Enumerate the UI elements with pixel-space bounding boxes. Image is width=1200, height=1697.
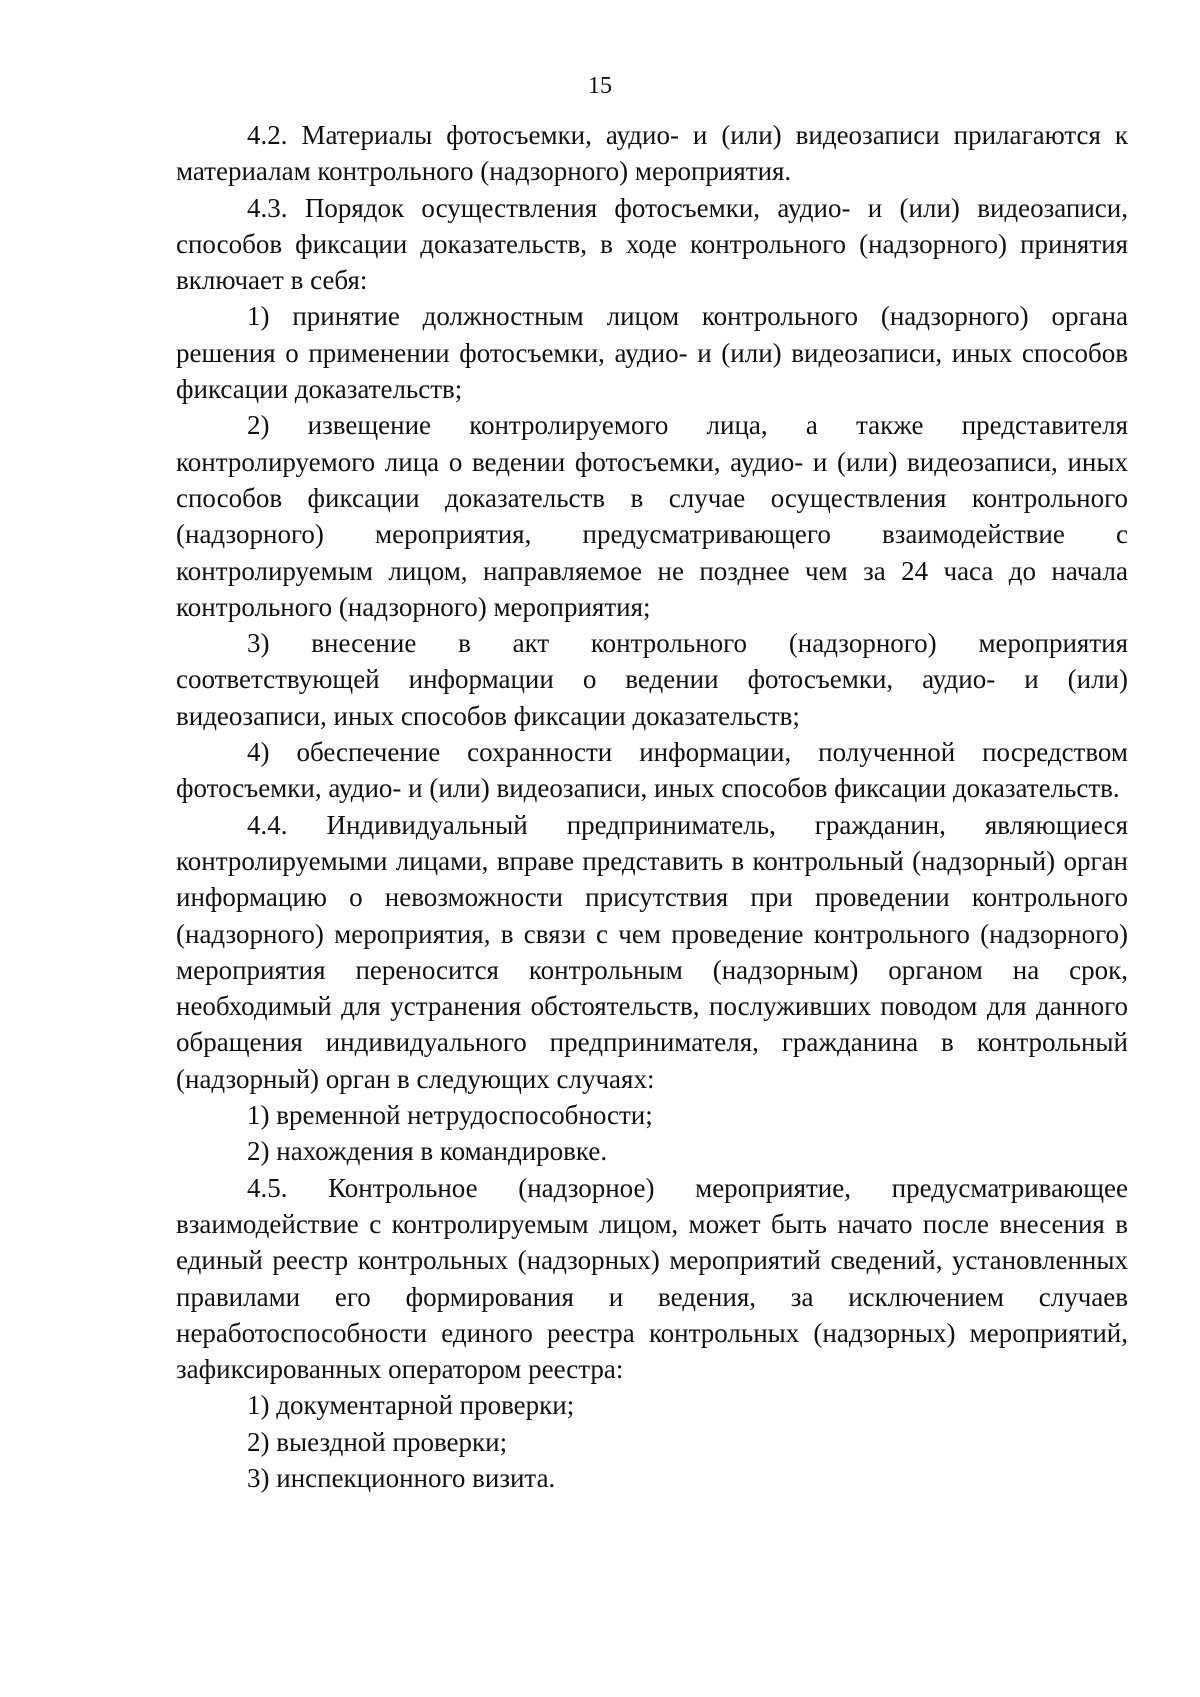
list-item-4-3-2: 2) извещение контролируемого лица, а также представителя контролируемого лица о ведении фотосъемки, аудио- и (или) видеозаписи, иных способов фиксации доказательств в случае осуществления контрольного (надзорного) мероприятия, предусматривающего взаимодействие с контролируемым лицом, направляемое не позднее чем за 24 часа до начала контрольного (надзорного) мероприятия; [176, 410, 1128, 622]
paragraph-4-2: 4.2. Материалы фотосъемки, аудио- и (или) видеозаписи прилагаются к материалам контрольного (надзорного) мероприятия. [176, 120, 1128, 187]
list-item-4-5-3: 3) инспекционного визита. [247, 1462, 556, 1493]
page-number: 15 [588, 73, 612, 99]
list-item-4-3-4: 4) обеспечение сохранности информации, полученной посредством фотосъемки, аудио- и (или) видеозаписи, иных способов фиксации доказательств. [176, 737, 1128, 804]
paragraph-4-4: 4.4. Индивидуальный предприниматель, гражданин, являющиеся контролируемыми лицами, вправе представить в контрольный (надзорный) орган информацию о невозможности присутствия при проведении контрольного (надзорного) мероприятия, в связи с чем проведение контрольного (надзорного) мероприятия переносится контрольным (надзорным) органом на срок, необходимый для устранения обстоятельств, послуживших поводом для данного обращения индивидуального предпринимателя, гражданина в контрольный (надзорный) орган в следующих случаях: [176, 809, 1128, 1094]
list-item-4-4-2: 2) нахождения в командировке. [247, 1136, 608, 1167]
list-item-4-4-1: 1) временной нетрудоспособности; [247, 1100, 653, 1131]
list-item-4-5-2: 2) выездной проверки; [247, 1426, 508, 1457]
paragraph-4-5: 4.5. Контрольное (надзорное) мероприятие, предусматривающее взаимодействие с контролируемым лицом, может быть начато после внесения в единый реестр контрольных (надзорных) мероприятий сведений, установленных правилами его формирования и ведения, за исключением случаев неработоспособности единого реестра контрольных (надзорных) мероприятий, зафиксированных оператором реестра: [176, 1172, 1128, 1385]
list-item-4-3-1: 1) принятие должностным лицом контрольного (надзорного) органа решения о применении фотосъемки, аудио- и (или) видеозаписи, иных способов фиксации доказательств; [176, 301, 1128, 405]
list-item-4-3-3: 3) внесение в акт контрольного (надзорного) мероприятия соответствующей информации о ведении фотосъемки, аудио- и (или) видеозаписи, иных способов фиксации доказательств; [176, 628, 1128, 731]
paragraph-4-3: 4.3. Порядок осуществления фотосъемки, аудио- и (или) видеозаписи, способов фиксации доказательств, в ходе контрольного (надзорного) принятия включает в себя: [176, 192, 1128, 296]
document-body [176, 117, 1128, 1496]
list-item-4-5-1: 1) документарной проверки; [247, 1390, 575, 1421]
